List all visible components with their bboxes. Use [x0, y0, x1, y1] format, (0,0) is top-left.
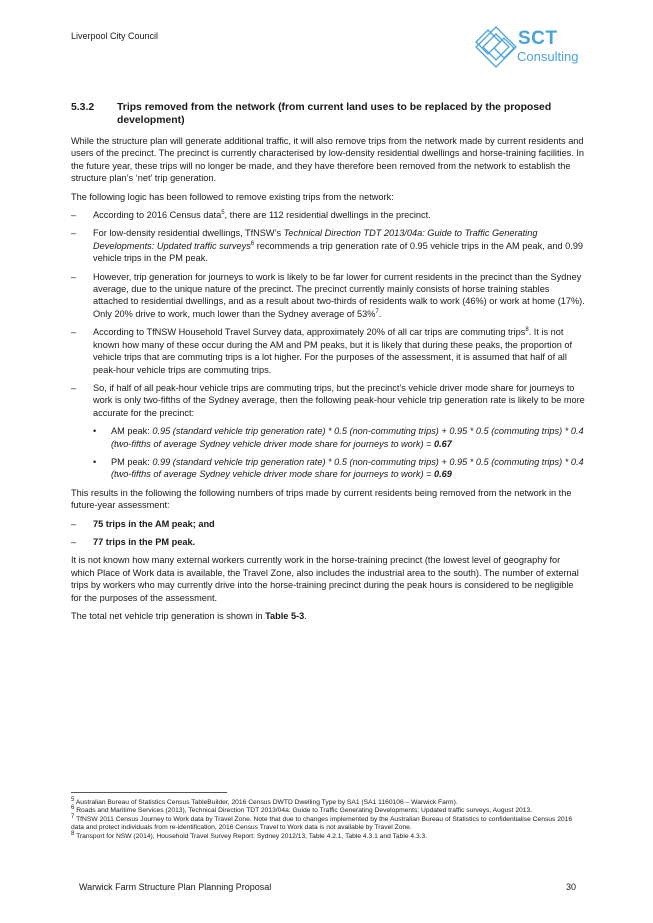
item-text: So, if half of all peak-hour vehicle trips are commuting trips, but the precinct’s vehicle driver mode share for journeys to work is only two-fifths of the Sydney average, then the following peak-hour vehicle trip generation rate is likely to be more accurate for the precinct: [93, 382, 585, 418]
item-text: recommends a trip generation rate of 0.95 vehicle trips in the AM peak, and 0.99 vehicle trips in the PM peak. [93, 240, 584, 264]
body-content [71, 135, 586, 628]
result-am-text: 75 trips in the AM peak; and [93, 518, 215, 529]
pm-formula: 0.99 (standard vehicle trip generation rate) * 0.5 (non-commuting trips) + 0.95 * 0.5 (commuting trips) * 0.4 (two-fifths of average Sydney vehicle driver mode share for journeys to work) = [111, 456, 584, 480]
logo-subtitle: Consulting [517, 49, 579, 64]
pm-result: 0.69 [433, 469, 452, 480]
am-formula: 0.95 (standard vehicle trip generation rate) * 0.5 (non-commuting trips) + 0.95 * 0.5 (commuting trips) * 0.4 (two-fifths of average Sydney vehicle driver mode share for journeys to work) = [111, 426, 584, 449]
footnote-ref-7[interactable]: 7 [375, 308, 379, 315]
footnote [71, 807, 586, 815]
list-item [71, 271, 586, 321]
footnote-text: TfNSW 2011 Census Journey to Work data by Travel Zone. Note that due to changes implemented by the Australian Bureau of Statistics to confidentialise Census 2016 data and protect individuals from re-identification, 2016 Census Travel to Work data is not available by Travel Zone. [71, 815, 573, 832]
footnote-ref-5[interactable]: 5 [221, 209, 225, 216]
result-pm-text: 77 trips in the PM peak. [93, 536, 196, 547]
result-am-item [71, 518, 586, 530]
logo-diamond-icon [472, 24, 520, 72]
list-item [71, 382, 586, 419]
footnote-number: 7 [71, 813, 75, 820]
footnotes [71, 796, 586, 841]
item-text: . It is not known how many of these occur during the AM and PM peaks, but it is likely that during these peaks, the proportion of vehicle trips that are commuting trips is a lot higher. For the purposes of the assessment, it is assumed that half of all peak-hour vehicle trips are commuting trips. [93, 327, 573, 375]
pm-peak-bullet [71, 456, 586, 481]
list-item [71, 209, 586, 221]
footnote-number: 6 [71, 805, 75, 812]
intro-paragraph: While the structure plan will generate additional traffic, it will also remove trips from the network made by current residents and users of the precinct. The precinct is currently characterised by low-density residential dwellings and horse-training facilities. In the future year, these trips will no longer be made, and they have therefore been removed from the network to establish the structure plan’s ‘net’ trip generation. [71, 136, 585, 184]
header-organisation: Liverpool City Council [71, 31, 159, 41]
results-intro-paragraph: This results in the following the following numbers of trips made by current residents being removed from the network in the future-year assessment: [71, 487, 572, 511]
logo-name: SCT [518, 28, 558, 49]
footnote-number: 5 [71, 796, 75, 803]
sct-consulting-logo [472, 24, 592, 72]
am-result: 0.67 [433, 438, 452, 449]
item-text: According to 2016 Census data [93, 210, 222, 221]
footer-document-title: Warwick Farm Structure Plan Planning Proposal [79, 882, 272, 892]
footnote [71, 830, 586, 841]
item-italic-title: Technical Direction TDT 2013/04a: Guide to Traffic Generating Developments: Updated traffic surveys [93, 228, 538, 251]
item-text: However, trip generation for journeys to work is likely to be far lower for current residents in the precinct than the Sydney average, due to the unique nature of the precinct. The precinct currently mainly consists of horse training stables attached to residential dwellings, and as a result about two-thirds of residents walk to work (46%) or work at home (17%). Only 20% drive to work, much lower than the Sydney average of 53% [93, 271, 585, 319]
am-peak-bullet [71, 425, 586, 450]
result-pm-item [71, 536, 586, 548]
item-text: . [378, 308, 382, 319]
page-number: 30 [566, 882, 577, 892]
list-item [71, 227, 586, 264]
footnote-text: Australian Bureau of Statistics Census TableBuilder, 2016 Census DWTD Dwelling Type by SA1 (SA1 1160106 – Warwick Farm). [74, 799, 458, 806]
pm-label: PM peak: [111, 456, 153, 467]
list-item [71, 326, 586, 376]
footnote-divider [71, 792, 227, 793]
item-text: According to TfNSW Household Travel Survey data, approximately 20% of all car trips are commuting trips [93, 327, 526, 338]
item-text: For low-density residential dwellings, TfNSW’s [93, 228, 284, 239]
footnote-ref-6[interactable]: 6 [250, 240, 255, 247]
section-number: 5.3.2 [71, 102, 95, 113]
footnote [71, 813, 586, 833]
footnote-text: Transport for NSW (2014), Household Travel Survey Report: Sydney 2012/13, Table 4.2.1, Table 4.3.1 and Table 4.3.3. [74, 832, 428, 840]
external-workers-paragraph: It is not known how many external workers currently work in the horse-training precinct (the lowest level of geography for which Place of Work data is available, the Travel Zone, also includes the industrial area to the south). The number of external trips by workers who may currently drive into the horse-training precinct during the peak hours is considered to be negligible for the purposes of the assessment. [71, 555, 579, 603]
section-title: Trips removed from the network (from current land uses to be replaced by the proposed development) [117, 102, 552, 126]
table-reference-link[interactable]: Table 5-3 [265, 611, 305, 621]
am-label: AM peak: [111, 426, 153, 437]
item-text: , there are 112 residential dwellings in the precinct. [224, 210, 431, 221]
total-paragraph [71, 610, 586, 622]
footnote-number: 8 [71, 830, 75, 837]
footnote-ref-8[interactable]: 8 [525, 327, 529, 334]
logic-intro-paragraph: The following logic has been followed to remove existing trips from the network: [71, 191, 394, 202]
total-text: The total net vehicle trip generation is shown in [71, 611, 266, 621]
total-text-end: . [304, 611, 307, 621]
footnote-text: Roads and Maritime Services (2013), Technical Direction TDT 2013/04a: Guide to Traffic Generating Developments: Updated traffic surveys, August 2013. [74, 807, 533, 815]
